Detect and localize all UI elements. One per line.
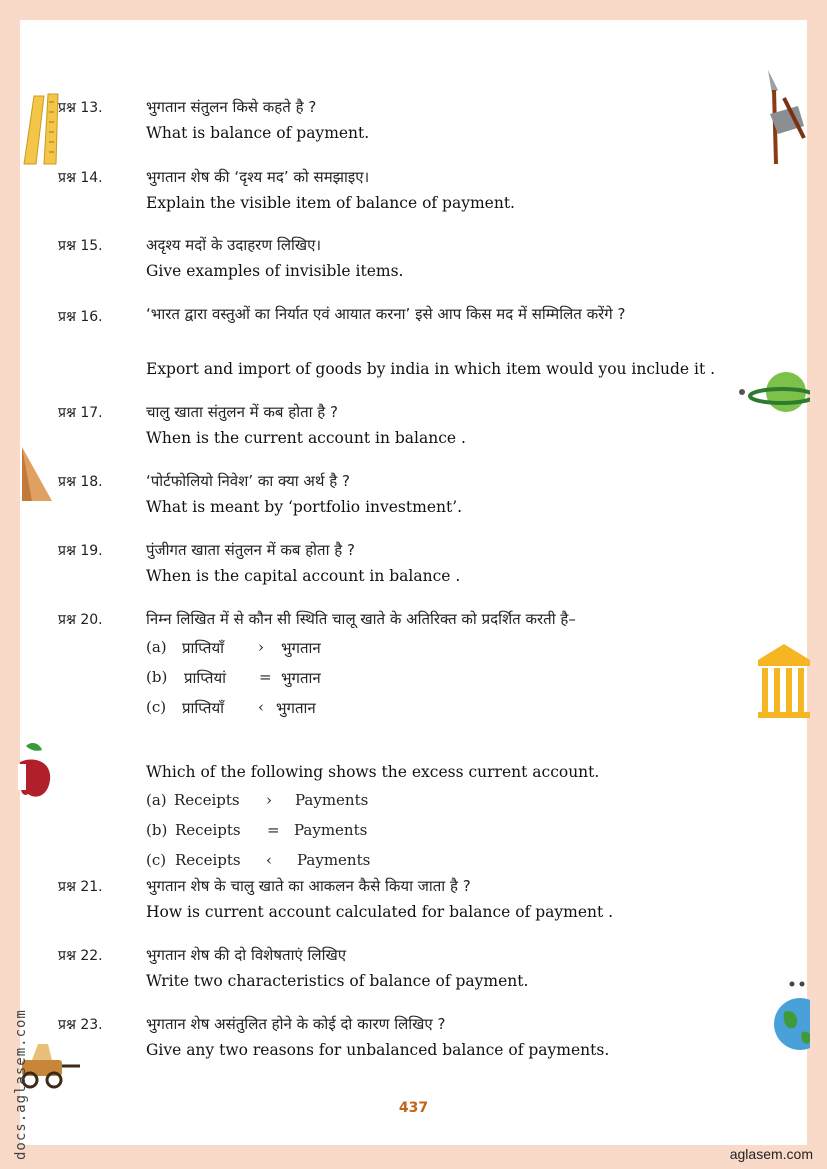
option-label: (b) [146,821,168,839]
question-english: When is the capital account in balance . [146,567,461,585]
question-hindi: पुंजीगत खाता संतुलन में कब होता है ? [146,541,355,559]
question-number: प्रश्न 18. [58,474,103,490]
side-watermark: docs.aglasem.com [13,1009,29,1160]
question-english: Export and import of goods by india in which item would you include it . [146,360,716,378]
question-number: प्रश्न 20. [58,612,103,628]
temple-icon [756,640,810,720]
question-english: Which of the following shows the excess current account. [146,763,600,781]
option-left: प्राप्तियां [184,669,227,687]
planet-icon [738,370,810,416]
question-english: Give any two reasons for unbalanced balance of payments. [146,1041,610,1059]
question-hindi: भुगतान शेष के चालु खाते का आकलन कैसे किया जाता है ? [146,877,471,895]
question-hindi: भुगतान शेष असंतुलित होने के कोई दो कारण लिखिए ? [146,1015,446,1033]
question-number: प्रश्न 17. [58,405,103,421]
option-label: (a) [146,791,167,809]
question-hindi: ‘पोर्टफोलियो निवेश’ का क्या अर्थ है ? [146,472,350,490]
option-symbol: › [266,791,272,809]
option-symbol: ‹ [266,851,272,869]
footer-site: aglasem.com [729,1146,813,1162]
option-left: Receipts [175,821,241,839]
question-english: When is the current account in balance . [146,429,466,447]
question-number: प्रश्न 19. [58,543,103,559]
question-hindi: भुगतान संतुलन किसे कहते है ? [146,98,317,116]
question-english: What is balance of payment. [146,124,370,142]
question-english: How is current account calculated for balance of payment . [146,903,614,921]
option-right: Payments [294,821,368,839]
option-right: Payments [297,851,371,869]
question-hindi: भुगतान शेष की ‘दृश्य मद’ को समझाइए। [146,168,370,186]
question-english: Explain the visible item of balance of payment. [146,194,515,212]
question-hindi: चालु खाता संतुलन में कब होता है ? [146,403,338,421]
question-number: प्रश्न 13. [58,100,103,116]
question-hindi: भुगतान शेष की दो विशेषताएं लिखिए [146,946,347,964]
option-symbol: = [259,668,272,686]
page-number: 437 [398,1100,429,1116]
question-english: What is meant by ‘portfolio investment’. [146,498,463,516]
option-label: (b) [146,668,168,686]
document-page [20,20,807,1145]
option-symbol: › [258,638,264,656]
option-left: प्राप्तियाँ [182,699,225,717]
question-number: प्रश्न 14. [58,170,103,186]
option-right: Payments [295,791,369,809]
question-number: प्रश्न 23. [58,1017,103,1033]
question-hindi: अदृश्य मदों के उदाहरण लिखिए। [146,236,322,254]
question-hindi: ‘भारत द्वारा वस्तुओं का निर्यात एवं आयात करना’ इसे आप किस मद में सम्मिलित करेंगे ? [146,305,626,323]
option-symbol: ‹ [258,698,264,716]
option-right: भुगतान [281,669,321,687]
question-hindi: निम्न लिखित में से कौन सी स्थिति चालू खाते के अतिरिक्त को प्रदर्शित करती है– [146,610,576,628]
option-symbol: = [267,821,280,839]
question-english: Write two characteristics of balance of payment. [146,972,529,990]
apple-icon [18,740,54,802]
option-left: प्राप्तियाँ [182,639,225,657]
option-right: भुगतान [281,639,321,657]
question-english: Give examples of invisible items. [146,262,404,280]
option-label: (a) [146,638,167,656]
globe-icon [770,978,810,1054]
question-number: प्रश्न 15. [58,238,103,254]
spear-icon [764,68,810,168]
question-number: प्रश्न 22. [58,948,103,964]
option-left: Receipts [174,791,240,809]
ruler-icon [18,92,64,166]
option-right: भुगतान [276,699,316,717]
option-label: (c) [146,698,167,716]
question-number: प्रश्न 21. [58,879,103,895]
option-left: Receipts [175,851,241,869]
question-number: प्रश्न 16. [58,309,103,325]
pyramid-icon [18,445,54,503]
option-label: (c) [146,851,167,869]
